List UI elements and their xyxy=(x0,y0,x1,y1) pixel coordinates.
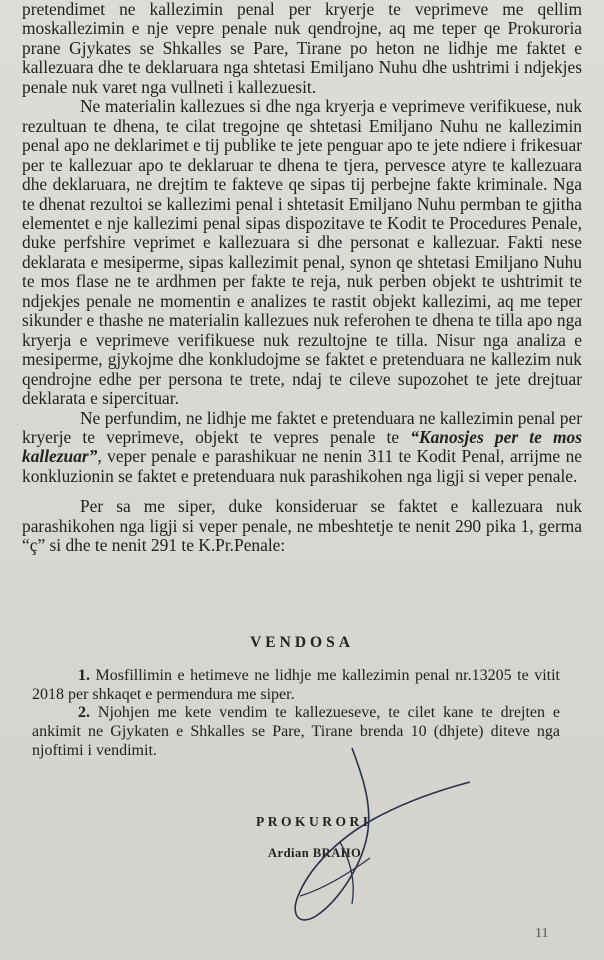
decision-item-number: 1. xyxy=(78,667,90,684)
paragraph-4: Per sa me siper, duke konsideruar se faktet e kallezuara nuk parashikohen nga ligji si veper penale, ne mbeshtetje te nenit 290 pika 1, germa “ç” si dhe te nenit 291 te K.Pr.Penale: xyxy=(22,496,582,556)
offense-name: “Kanosjes per te mos kallezuar” xyxy=(22,426,582,467)
paragraph-3-part-c: , veper penale e parashikuar ne nenin 311 te Kodit Penal, arrijme ne konkluzionin se faktet e pretenduara nuk parashikohen nga ligji si veper penale. xyxy=(22,446,582,486)
decision-heading: VENDOSA xyxy=(250,634,354,651)
paragraph-3-part-a: Ne perfundim, ne lidhje me faktet e pretenduara ne kallezimin penal per kryerje te veprimeve, objekt te vepres penale te xyxy=(22,407,582,447)
paragraph-1: pretendimet ne kallezimin penal per kryerje te veprimeve me qellim moskallezimin e nje vepre penale nuk qendrojne, aq me teper qe Prokuroria prane Gjykates se Shkalles se Pare, Tirane po heton ne lidhje me faktet e kallezuara dhe te deklaruara nga shtetasi Emiljano Nuhu dhe ushtrimi i ndjekjes penale nuk varet nga vullneti i kallezuesit. xyxy=(22,0,582,97)
signature-title: PROKURORI xyxy=(256,814,372,829)
page-number: 11 xyxy=(535,926,549,941)
decision-item-number: 2. xyxy=(78,704,90,721)
decision-item-text: Mosfillimin e hetimeve ne lidhje me kallezimin penal nr.13205 te vitit 2018 per shkaqet e permendura me siper. xyxy=(32,667,561,703)
signature-name: Ardian BRAHO xyxy=(268,846,362,860)
paragraph-2: Ne materialin kallezues si dhe nga kryerja e veprimeve verifikuese, nuk rezultuan te dhena, te cilat tregojne qe shtetasi Emiljano Nuhu ne kallezimin penal apo ne deklarimet e tij publike te jete penguar apo te jete ndiere i frikesuar per te kallezuar apo te deklaruar te dhena te tjera, pervesce atyre te kallezuara dhe deklaruara, ne drejtim te fakteve qe sipas tij perbejne fakte kriminale. Nga te dhenat rezultoi se kallezimi penal i shtetasit Emiljano Nuhu permban te gjitha elementet e nje kallezimi penal sipas dispozitave te Kodit te Procedures Penale, duke perfshire veprimet e kallezuara si dhe personat e kallezuar. Fakti nese deklarata e mesiperme, sipas kallezimit penal, synon qe shtetasi Emiljano Nuhu te mos flase ne te ardhmen per fakte te reja, nuk perben objekt te ushtrimit te ndjekjes penale ne momentin e analizes te rastit objekt kallezimi, aq me teper sikunder e thashe ne materialin kallezues nuk referohen te dhena te tilla apo nga kryerja e veprimeve verifikuese nuk rezultojne te tilla. Nisur nga analiza e mesiperme, gjykojme dhe konkludojme se faktet e pretenduara ne kallezim nuk qendrojne edhe per persona te trete, ndaj te cileve supozohet te jete drejtuar deklarata e sipercituar. xyxy=(22,96,582,409)
decision-item-text: Njohjen me kete vendim te kallezueseve, te cilet kane te drejten e ankimit ne Gjykaten e Shkalles se Pare, Tirane brenda 10 (dhjete) diteve nga njoftimi i vendimit. xyxy=(32,704,560,759)
